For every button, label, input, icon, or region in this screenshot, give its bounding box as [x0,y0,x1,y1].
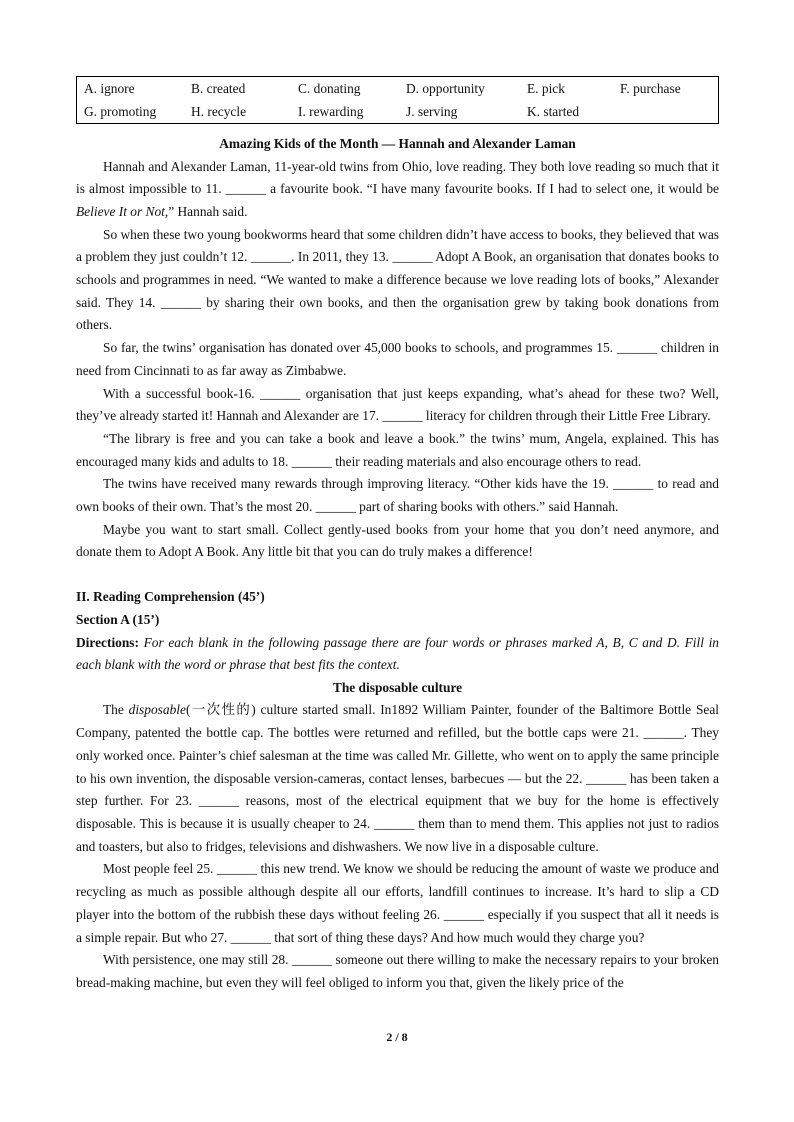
options-row [77,77,719,101]
passage1-paragraph [76,156,719,224]
passage2-paragraph [76,699,719,858]
passage1-p1-end: ,” Hannah said. [164,203,248,219]
passage2-p1-pre: The [103,702,129,718]
options-row [77,100,719,124]
section-subheading: Section A (15’) [76,611,160,627]
page-number: 2 / 8 [386,1030,408,1044]
passage2-paragraph: Most people feel 25. ______ this new trend. We know we should be reducing the amount of waste we produce and recycling as much as possible although despite all our efforts, landfill continues to increase. It’s hard to slip a CD player into the bottom of the rubbish these days without feeling 26. ______ especially if you suspect that all it needs is a simple repair. But who 27. ______ that sort of thing these days? And how much would they charge you? [76,861,719,945]
directions-text: For each blank in the following passage there are four words or phrases marked A, B, C and D. Fill in each blank with the word or phrase that best fits the context. [76,634,719,673]
option-cell: G. promoting [84,103,157,119]
option-cell: D. opportunity [406,80,485,96]
passage1-paragraph: Maybe you want to start small. Collect gently-used books from your home that you don’t need anymore, and donate them to Adopt A Book. Any little bit that you can do truly makes a difference! [76,521,719,560]
option-cell [613,100,719,124]
passage2-title: The disposable culture [332,679,463,695]
passage1-title: Amazing Kids of the Month — Hannah and Alexander Laman [219,136,576,151]
passage2-p1-text: (一次性的) culture started small. In1892 William Painter, founder of the Baltimore Bottle Seal Company, patented the bottle cap. The bottles were returned and refilled, but the bottle caps were 21. ______. They only worked once. Painter’s chief salesman at the time was called Mr. Gillette, who went on to apply the same principle to his own invention, the disposable version-cameras, contact lenses, barbecues — but the 22. ______ has been taken a step further. For 23. ______ reasons, most of the electrical equipment that we buy for the home is effectively disposable. This is because it is usually cheaper to 24. ______ them than to mend them. This applies not just to radios and toasters, but also to fridges, televisions and dishwashers. We now live in a disposable culture. [76,702,719,854]
option-cell: J. serving [406,103,458,119]
option-cell: K. started [527,103,580,119]
directions [76,632,719,677]
option-cell: I. rewarding [298,103,364,119]
option-cell: F. purchase [620,80,681,96]
passage1-paragraph: The twins have received many rewards through improving literacy. “Other kids have the 19. ______ to read and own books of their own. That’s the most 20. ______ part of sharing books with others.” said Hannah. [76,476,719,515]
passage1-paragraph: So far, the twins’ organisation has donated over 45,000 books to schools, and programmes 15. ______ children in need from Cincinnati to as far away as Zimbabwe. [76,340,719,378]
passage1-paragraph: “The library is free and you can take a book and leave a book.” the twins’ mum, Angela, explained. This has encouraged many kids and adults to 18. ______ their reading materials and also encourage others to read. [76,430,719,469]
option-cell: A. ignore [84,80,135,96]
passage2-paragraph: With persistence, one may still 28. ______ someone out there willing to make the necessary repairs to your broken bread-making machine, but even they will feel obliged to inform you that, given the likely price of the [76,952,719,990]
word-options-table [76,76,719,124]
option-cell: B. created [191,80,246,96]
option-cell: C. donating [298,80,361,96]
passage1-p1-text: Hannah and Alexander Laman, 11-year-old twins from Ohio, love reading. They both love reading so much that it is almost impossible to 11. ______ a favourite book. “I have many favourite books. If I had to select one, it would be [76,158,719,197]
passage1-paragraph: With a successful book-16. ______ organisation that just keeps expanding, what’s ahead for these two? Well, they’ve already started it! Hannah and Alexander are 17. ______ literacy for children through their Little Free Library. [76,385,719,424]
passage1-paragraph: So when these two young bookworms heard that some children didn’t have access to books, they believed that was a problem they just couldn’t 12. ______. In 2011, they 13. ______ Adopt A Book, an organisation that donates books to schools and programmes in need. “We wanted to make a difference because we love reading lots of books,” Alexander said. They 14. ______ by sharing their own books, and then the organisation grew by taking book donations from others. [76,226,719,333]
directions-label: Directions: [76,634,139,650]
book-title: Believe It or Not [76,203,165,219]
page-content [76,76,719,995]
passage2-keyword: disposable [128,702,186,718]
section-heading: II. Reading Comprehension (45’) [76,589,265,605]
option-cell: E. pick [527,80,565,96]
option-cell: H. recycle [191,103,247,119]
